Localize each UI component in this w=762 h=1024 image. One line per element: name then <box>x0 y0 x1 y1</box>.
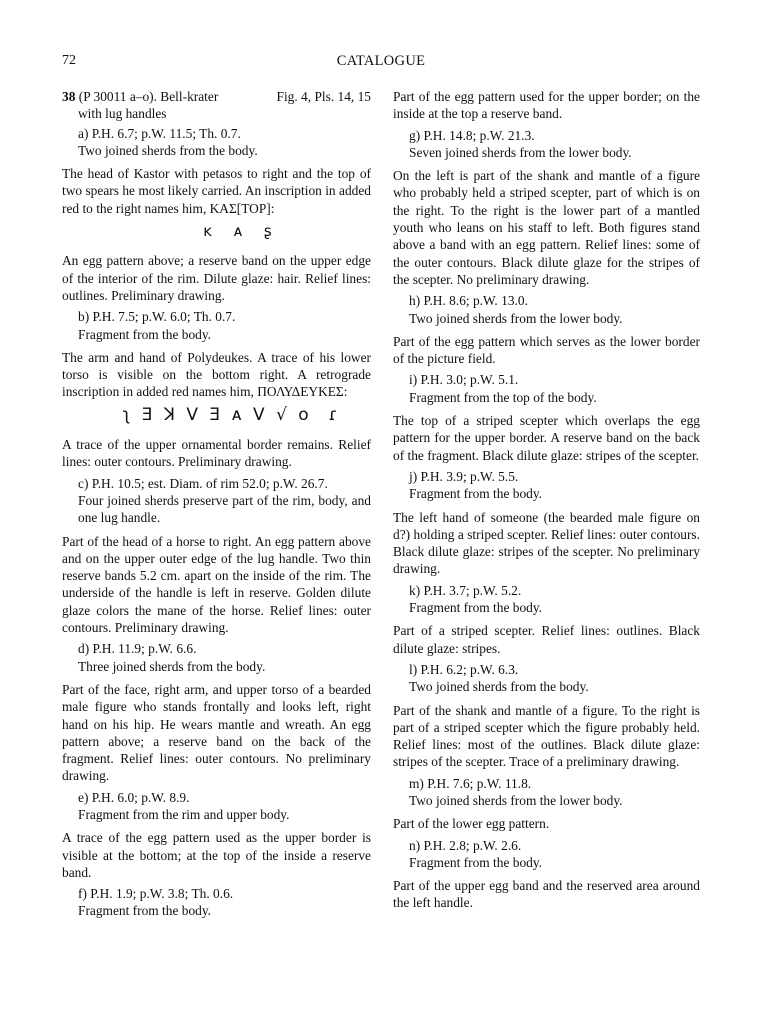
fragment-description: Fragment from the body. <box>78 903 212 919</box>
fragment-description: Fragment from the body. <box>409 486 543 502</box>
fragment-commentary: Part of the upper egg band and the reserved area around the left handle. <box>393 878 700 911</box>
fragment-commentary: Part of the head of a horse to right. An egg pattern above and on the upper outer edge of the lug handle. Two thin reserve bands 5.2 cm. apart on the inside of the rim. The underside of the handle is left in reserve. Golden dilute glaze colors the mane of the horse. Relief lines: outer contours. Preliminary drawing. <box>62 533 371 636</box>
fragment-measurements: b) P.H. 7.5; p.W. 6.0; Th. 0.7. <box>78 309 236 325</box>
fragment-description: Two joined sherds from the body. <box>78 142 258 158</box>
fragment-commentary: Part of the shank and mantle of a figure. To the right is part of a striped scepter which the figure probably held. Relief lines: most of the outlines. Black dilute glaze: stripes of the scepter. Trace of a preliminary drawing. <box>393 702 700 770</box>
fragment-commentary: The head of Kastor with petasos to right and the top of two spears he most likely carried. An inscription in added red to the right names him, ΚΑΣ[ΤΟΡ]: <box>62 166 371 216</box>
fragment-commentary: Part of the face, right arm, and upper torso of a bearded male figure who stands frontally and looks left, right hand on his hip. He wears mantle and wreath. An egg pattern above; a reserve band on the back of the fragment. Relief lines: outer contours. No preliminary drawing. <box>62 681 371 784</box>
fragment-description: Three joined sherds from the body. <box>78 658 266 674</box>
page-number: 72 <box>62 53 76 68</box>
fragment-commentary: The top of a striped scepter which overlaps the egg pattern for the upper border. A reserve band on the back of the fragment. Black dilute glaze: stripes of the scepter. <box>393 413 700 463</box>
running-head: CATALOGUE <box>336 53 426 69</box>
fragment-measurements: m) P.H. 7.6; p.W. 11.8. <box>409 775 532 791</box>
fragment-measurements: n) P.H. 2.8; p.W. 2.6. <box>409 837 522 853</box>
fragment-measurements: k) P.H. 3.7; p.W. 5.2. <box>409 582 522 598</box>
fragment-commentary: On the left is part of the shank and mantle of a figure who probably held a striped scepter, part of which is on the right. To the right is the lower part of a mantled youth who leans on his staff to left. Both figures stand above a band with an egg pattern. Relief lines: some of the outer contours. Black dilute glaze for the stripes of the scepter. No preliminary drawing. <box>393 168 700 287</box>
page-header <box>0 53 762 73</box>
fragment-commentary: An egg pattern above; a reserve band on the upper edge of the interior of the rim. Dilute glaze: hair. Relief lines: outlines. Preliminary drawing. <box>62 253 371 303</box>
left-column-text <box>62 125 371 920</box>
fragment-description: Two joined sherds from the lower body. <box>409 310 623 326</box>
fragment-measurements: i) P.H. 3.0; p.W. 5.1. <box>409 372 519 388</box>
fragment-commentary: A trace of the upper ornamental border remains. Relief lines: outer contours. Preliminary drawing. <box>62 437 371 470</box>
fragment-description: Fragment from the body. <box>409 600 543 616</box>
fragment-commentary: Part of a striped scepter. Relief lines: outlines. Black dilute glaze: stripes. <box>393 623 700 656</box>
fragment-measurements: j) P.H. 3.9; p.W. 5.5. <box>409 468 519 484</box>
left-column <box>62 88 371 926</box>
inscription-glyphs: ʅ Ǝ ꓘ V Ǝ ᴀ V √ o ɾ <box>122 404 341 425</box>
fragment-description: Two joined sherds from the lower body. <box>409 792 623 808</box>
entry-title: (P 30011 a–o). Bell-krater <box>75 89 219 104</box>
fragment-measurements: d) P.H. 11.9; p.W. 6.6. <box>78 641 197 657</box>
fragment-measurements: e) P.H. 6.0; p.W. 8.9. <box>78 789 190 805</box>
right-column-text <box>393 88 700 912</box>
fragment-measurements: a) P.H. 6.7; p.W. 11.5; Th. 0.7. <box>78 125 241 141</box>
catalogue-entry-heading <box>62 88 371 105</box>
fragment-description: Seven joined sherds from the lower body. <box>409 144 632 160</box>
fragment-measurements: h) P.H. 8.6; p.W. 13.0. <box>409 293 528 309</box>
fragment-commentary: The left hand of someone (the bearded male figure on d?) holding a striped scepter. Relief lines: outer contours. Black dilute glaze: stripes of the scepter. No preliminary drawing. <box>393 509 700 577</box>
entry-figures: Fig. 4, Pls. 14, 15 <box>276 89 371 104</box>
fragment-commentary: Part of the egg pattern used for the upper border; on the inside at the top a reserve band. <box>393 89 700 122</box>
fragment-description: Fragment from the body. <box>78 326 212 342</box>
fragment-measurements: c) P.H. 10.5; est. Diam. of rim 52.0; p.W. 26.7. <box>78 475 328 491</box>
fragment-description: Fragment from the body. <box>409 854 543 870</box>
right-column <box>393 88 700 916</box>
fragment-commentary: The arm and hand of Polydeukes. A trace of his lower torso is visible on the bottom right. A retrograde inscription in added red names him, ΠΟΛΥΔΕΥΚΕΣ: <box>62 349 371 400</box>
entry-subtitle: with lug handles <box>78 106 167 122</box>
fragment-description: Fragment from the rim and upper body. <box>78 806 290 822</box>
fragment-measurements: g) P.H. 14.8; p.W. 21.3. <box>409 127 535 143</box>
fragment-measurements: f) P.H. 1.9; p.W. 3.8; Th. 0.6. <box>78 886 234 902</box>
fragment-description: Fragment from the top of the body. <box>409 389 597 405</box>
inscription-glyphs: ĸ ᴀ ʂ <box>203 222 276 241</box>
fragment-commentary: Part of the egg pattern which serves as the lower border of the picture field. <box>393 333 700 367</box>
fragment-commentary: A trace of the egg pattern used as the upper border is visible at the bottom; at the top of the inside a reserve band. <box>62 830 371 880</box>
fragment-measurements: l) P.H. 6.2; p.W. 6.3. <box>409 661 519 677</box>
fragment-description: Four joined sherds preserve part of the rim, body, and one lug handle. <box>78 492 371 526</box>
entry-number: 38 <box>62 89 76 104</box>
fragment-description: Two joined sherds from the body. <box>409 679 589 695</box>
fragment-commentary: Part of the lower egg pattern. <box>393 816 550 832</box>
